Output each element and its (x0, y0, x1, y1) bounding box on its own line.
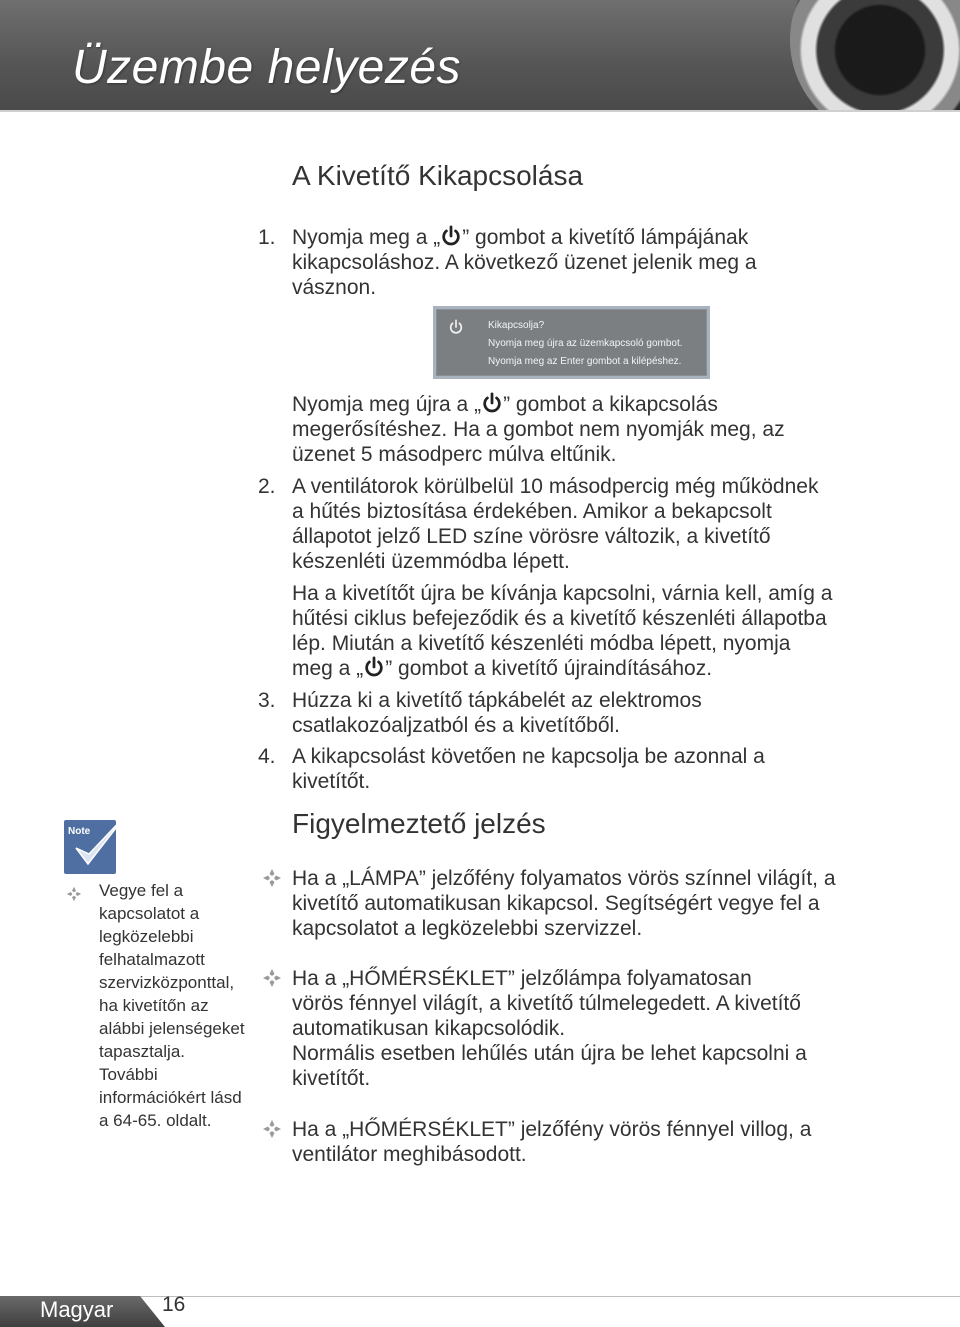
diamond-bullet-icon (262, 1119, 282, 1139)
step-1-text: Nyomja meg a „ ” gombot a kivetítő lámpájának kikapcsoláshoz. A következő üzenet jelenik meg a vásznon. (292, 226, 757, 299)
osd-line: Kikapcsolja? (488, 320, 545, 331)
page-header (0, 0, 960, 110)
footer-divider (140, 1296, 960, 1297)
page-title: Üzembe helyezés (72, 41, 462, 94)
step-2-restart-text: Ha a kivetítőt újra be kívánja kapcsolni, várnia kell, amíg a hűtési ciklus befejeződik és a kivetítő készenléti állapotba lép. Miután a kivetítő készenléti módba lépett, nyomja meg a „ ” gombot a kivetítő újraindításához. (292, 582, 833, 680)
osd-line: Nyomja meg az Enter gombot a kilépéshez. (488, 356, 682, 367)
step-number-3: 3. (258, 689, 276, 712)
step-number-4: 4. (258, 745, 276, 768)
step-number-1: 1. (258, 226, 276, 249)
step-2-text: A ventilátorok körülbelül 10 másodpercig még működnek a hűtés biztosítása érdekében. Amikor a bekapcsolt állapotot jelző LED színe vörösre változik, a kivetítő készenléti üzemmódba lépett. (292, 475, 819, 573)
power-icon (363, 656, 385, 678)
diamond-bullet-icon (66, 886, 82, 902)
note-checkmark-icon (62, 812, 130, 878)
power-icon (481, 392, 503, 414)
section-heading-warning: Figyelmeztető jelzés (292, 808, 546, 839)
diamond-bullet-icon (262, 868, 282, 888)
page-number: 16 (162, 1293, 186, 1316)
step-4-text: A kikapcsolást követően ne kapcsolja be azonnal a kivetítőt. (292, 745, 765, 793)
warning-fan-text: Ha a „HŐMÉRSÉKLET” jelzőfény vörös fénnyel villog, a ventilátor meghibásodott. (292, 1118, 812, 1166)
confirm-text: Nyomja meg újra a „ ” gombot a kikapcsolás megerősítéshez. Ha a gombot nem nyomják meg, az üzenet 5 másodperc múlva eltűnik. (292, 393, 785, 466)
power-icon (448, 319, 464, 335)
step-3-text: Húzza ki a kivetítő tápkábelét az elektromos csatlakozóaljzatból és a kivetítőből. (292, 689, 702, 737)
step-number-2: 2. (258, 475, 276, 498)
note-text: Vegye fel a kapcsolatot a legközelebbi felhatalmazott szervizközponttal, ha kivetítőn az alábbi jelenségeket tapasztalja. További információkért lásd a 64-65. oldalt. (99, 881, 245, 1130)
osd-shutdown-message (433, 306, 710, 379)
osd-line: Nyomja meg újra az üzemkapcsoló gombot. (488, 338, 683, 349)
warning-lamp-text: Ha a „LÁMPA” jelzőfény folyamatos vörös színnel világít, a kivetítő automatikusan kikapcsol. Segítségért vegye fel a kapcsolatot a legközelebbi szervizzel. (292, 867, 836, 940)
projector-lens-graphic (790, 0, 960, 110)
footer-language: Magyar (40, 1297, 114, 1322)
section-heading-shutdown: A Kivetítő Kikapcsolása (292, 160, 584, 191)
warning-temp-text: Ha a „HŐMÉRSÉKLET” jelzőlámpa folyamatosan vörös fénnyel világít, a kivetítő túlmelegedett. A kivetítő automatikusan kikapcsolódik. Normális esetben lehűlés után újra be lehet kapcsolni a kivetítőt. (292, 967, 807, 1090)
note-label: Note (68, 826, 91, 837)
header-divider (0, 110, 960, 112)
power-icon (440, 225, 462, 247)
diamond-bullet-icon (262, 968, 282, 988)
